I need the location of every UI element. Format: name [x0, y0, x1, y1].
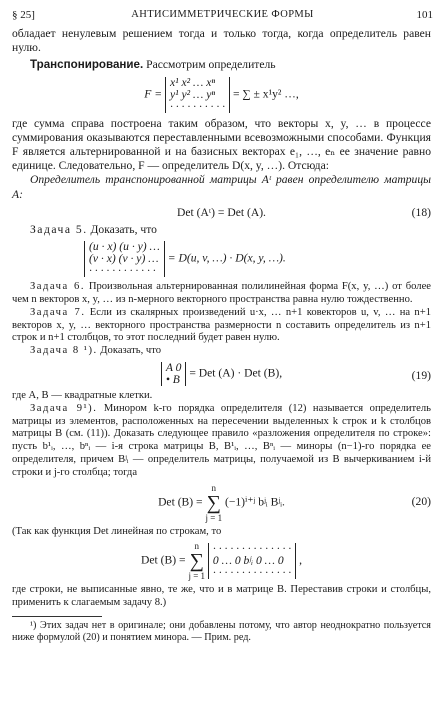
- matrix-row: • B: [165, 373, 180, 387]
- equation-lhs: F =: [144, 87, 163, 101]
- equation-lhs: Det (B) =: [158, 495, 203, 509]
- sum-upper-limit: n: [194, 541, 199, 552]
- footnote-divider: [12, 616, 102, 617]
- determinant-matrix: [208, 543, 296, 579]
- paragraph-linear: (Так как функция Det линейная по строкам, то: [12, 525, 222, 537]
- paragraph-transposition: [12, 58, 431, 72]
- sum-sign: [188, 541, 205, 581]
- equation-21: [12, 541, 431, 581]
- task-label: Задача 6.: [30, 281, 85, 293]
- equation-rhs: = ∑ ± x¹y² …,: [232, 87, 299, 101]
- matrix-row: (u · x) (u · y) …: [89, 240, 160, 254]
- sum-lower-limit: j = 1: [205, 512, 223, 523]
- task-label: Задача 5.: [30, 223, 88, 237]
- sum-sign: [206, 483, 223, 523]
- equation-18: [12, 206, 431, 220]
- task-6: [12, 281, 431, 307]
- running-title: АНТИСИММЕТРИЧЕСКИЕ ФОРМЫ: [131, 9, 314, 20]
- paragraph-blocks: где A, B — квадратные клетки.: [12, 390, 153, 402]
- paragraph-continuation: обладает ненулевым решением тогда и только тогда, когда определитель равен нулю.: [12, 27, 431, 55]
- footnote: ¹) Этих задач нет в оригинале; они добавлены потому, что автор неоднократно пользуется ниже формулой (20) и понятием минора. — Прим. ред.: [12, 619, 431, 644]
- matrix-row: · · · · · · · · · · · · · ·: [212, 566, 292, 580]
- section-ref: § 25]: [12, 9, 35, 21]
- task-text: Если из скалярных произведений u·x, … n+1 ковекторов u, v, … на n+1 векторов x, y, … векторного пространства размерности n составить определитель из n+1 строк и n+1 столбцов, то этот последний будет равен нулю.: [12, 306, 431, 344]
- paragraph-rows: где строки, не выписанные явно, те же, что и в матрице B. Переставив строки и столбцы, применить к слагаемым задачу 8.): [12, 584, 431, 609]
- page-body: [12, 27, 431, 645]
- equation-number: (20): [411, 494, 431, 508]
- equation-rhs: = D(u, v, …) · D(x, y, …).: [167, 251, 286, 265]
- sigma-icon: ∑: [189, 550, 204, 573]
- sum-upper-limit: n: [211, 482, 217, 493]
- task-text: Минором k-го порядка определителя (12) называется определитель матрицы из элементов, расположенных на пересечении выделенных k строк и k столбцов матрицы B (см. (11)). Доказать следующее правило «разложения определителя по строке»: пусть b¹ᵢ, …, bⁿᵢ — i-я строка матрицы B, B¹ᵢ, …, Bⁿᵢ — миноры (n−1)-го порядка ее определителя, причем Bʲᵢ — определитель матрицы, получаемой из B вычеркиванием i-й строки и j-го столбца; тогда: [12, 402, 431, 478]
- task-8: [12, 345, 431, 358]
- matrix-row: · · · · · · · · · · · · · ·: [212, 542, 292, 556]
- paragraph-sum-explanation: где сумма справа построена таким образом, что векторы x, y, … в процессе суммирования оказываются переставленными всевозможными способами. Функция F является альтернированной и на базисных векторах e₁, …, eₙ ее значение равно единице. Следовательно, F — определитель D(x, y, …). Отсюда:: [12, 116, 431, 173]
- task-label: Задача 7.: [30, 306, 86, 318]
- theorem-statement: Определитель транспонированной матрицы Aᵗ равен определителю матрицы A:: [12, 173, 431, 201]
- equation-19: [12, 362, 431, 386]
- equation-task5: [12, 241, 431, 277]
- task-5: [12, 223, 431, 237]
- paragraph-text: Рассмотрим определитель: [143, 58, 276, 72]
- equation-formula: Det (Aᵗ) = Det (A).: [177, 205, 266, 219]
- matrix-row: (v · x) (v · y) …: [89, 252, 159, 266]
- determinant-matrix: [165, 77, 230, 113]
- task-9: [12, 403, 431, 480]
- matrix-row: · · · · · · · · · ·: [169, 99, 226, 113]
- task-text: Произвольная альтернированная полилинейная форма F(x, y, …) от более чем n векторов x, y, … из n-мерного векторного пространства равна нулю тождественно.: [12, 281, 431, 306]
- task-text: Доказать, что: [87, 223, 157, 237]
- equation-rhs: = Det (A) · Det (B),: [189, 366, 283, 380]
- equation-number: (19): [411, 369, 431, 383]
- sum-lower-limit: j = 1: [188, 571, 206, 582]
- equation-determinant-f: [12, 77, 431, 113]
- equation-lhs: Det (B) =: [141, 554, 186, 568]
- matrix-row: A 0: [165, 361, 182, 375]
- equation-body: (−1)ⁱ⁺ʲ bʲᵢ Bʲᵢ.: [224, 495, 285, 509]
- block-matrix: [161, 362, 187, 386]
- running-header: [12, 8, 433, 24]
- equation-tail: ,: [299, 554, 302, 568]
- task-label: Задача 8 ¹).: [30, 345, 98, 357]
- section-heading: Транспонирование.: [30, 58, 144, 72]
- equation-20: [12, 483, 431, 523]
- page-number: 101: [416, 9, 433, 21]
- matrix-row: y¹ y² … yⁿ: [169, 87, 215, 101]
- matrix-row: · · · · · · · · · · · ·: [89, 264, 156, 278]
- task-text: Доказать, что: [97, 345, 162, 357]
- matrix-row: x¹ x² … xⁿ: [169, 75, 215, 89]
- matrix-row: 0 … 0 bʲᵢ 0 … 0: [212, 554, 284, 568]
- sigma-icon: ∑: [206, 491, 221, 514]
- task-7: [12, 307, 431, 345]
- determinant-matrix: [84, 241, 165, 277]
- task-label: Задача 9¹).: [30, 402, 98, 414]
- equation-number: (18): [411, 205, 431, 219]
